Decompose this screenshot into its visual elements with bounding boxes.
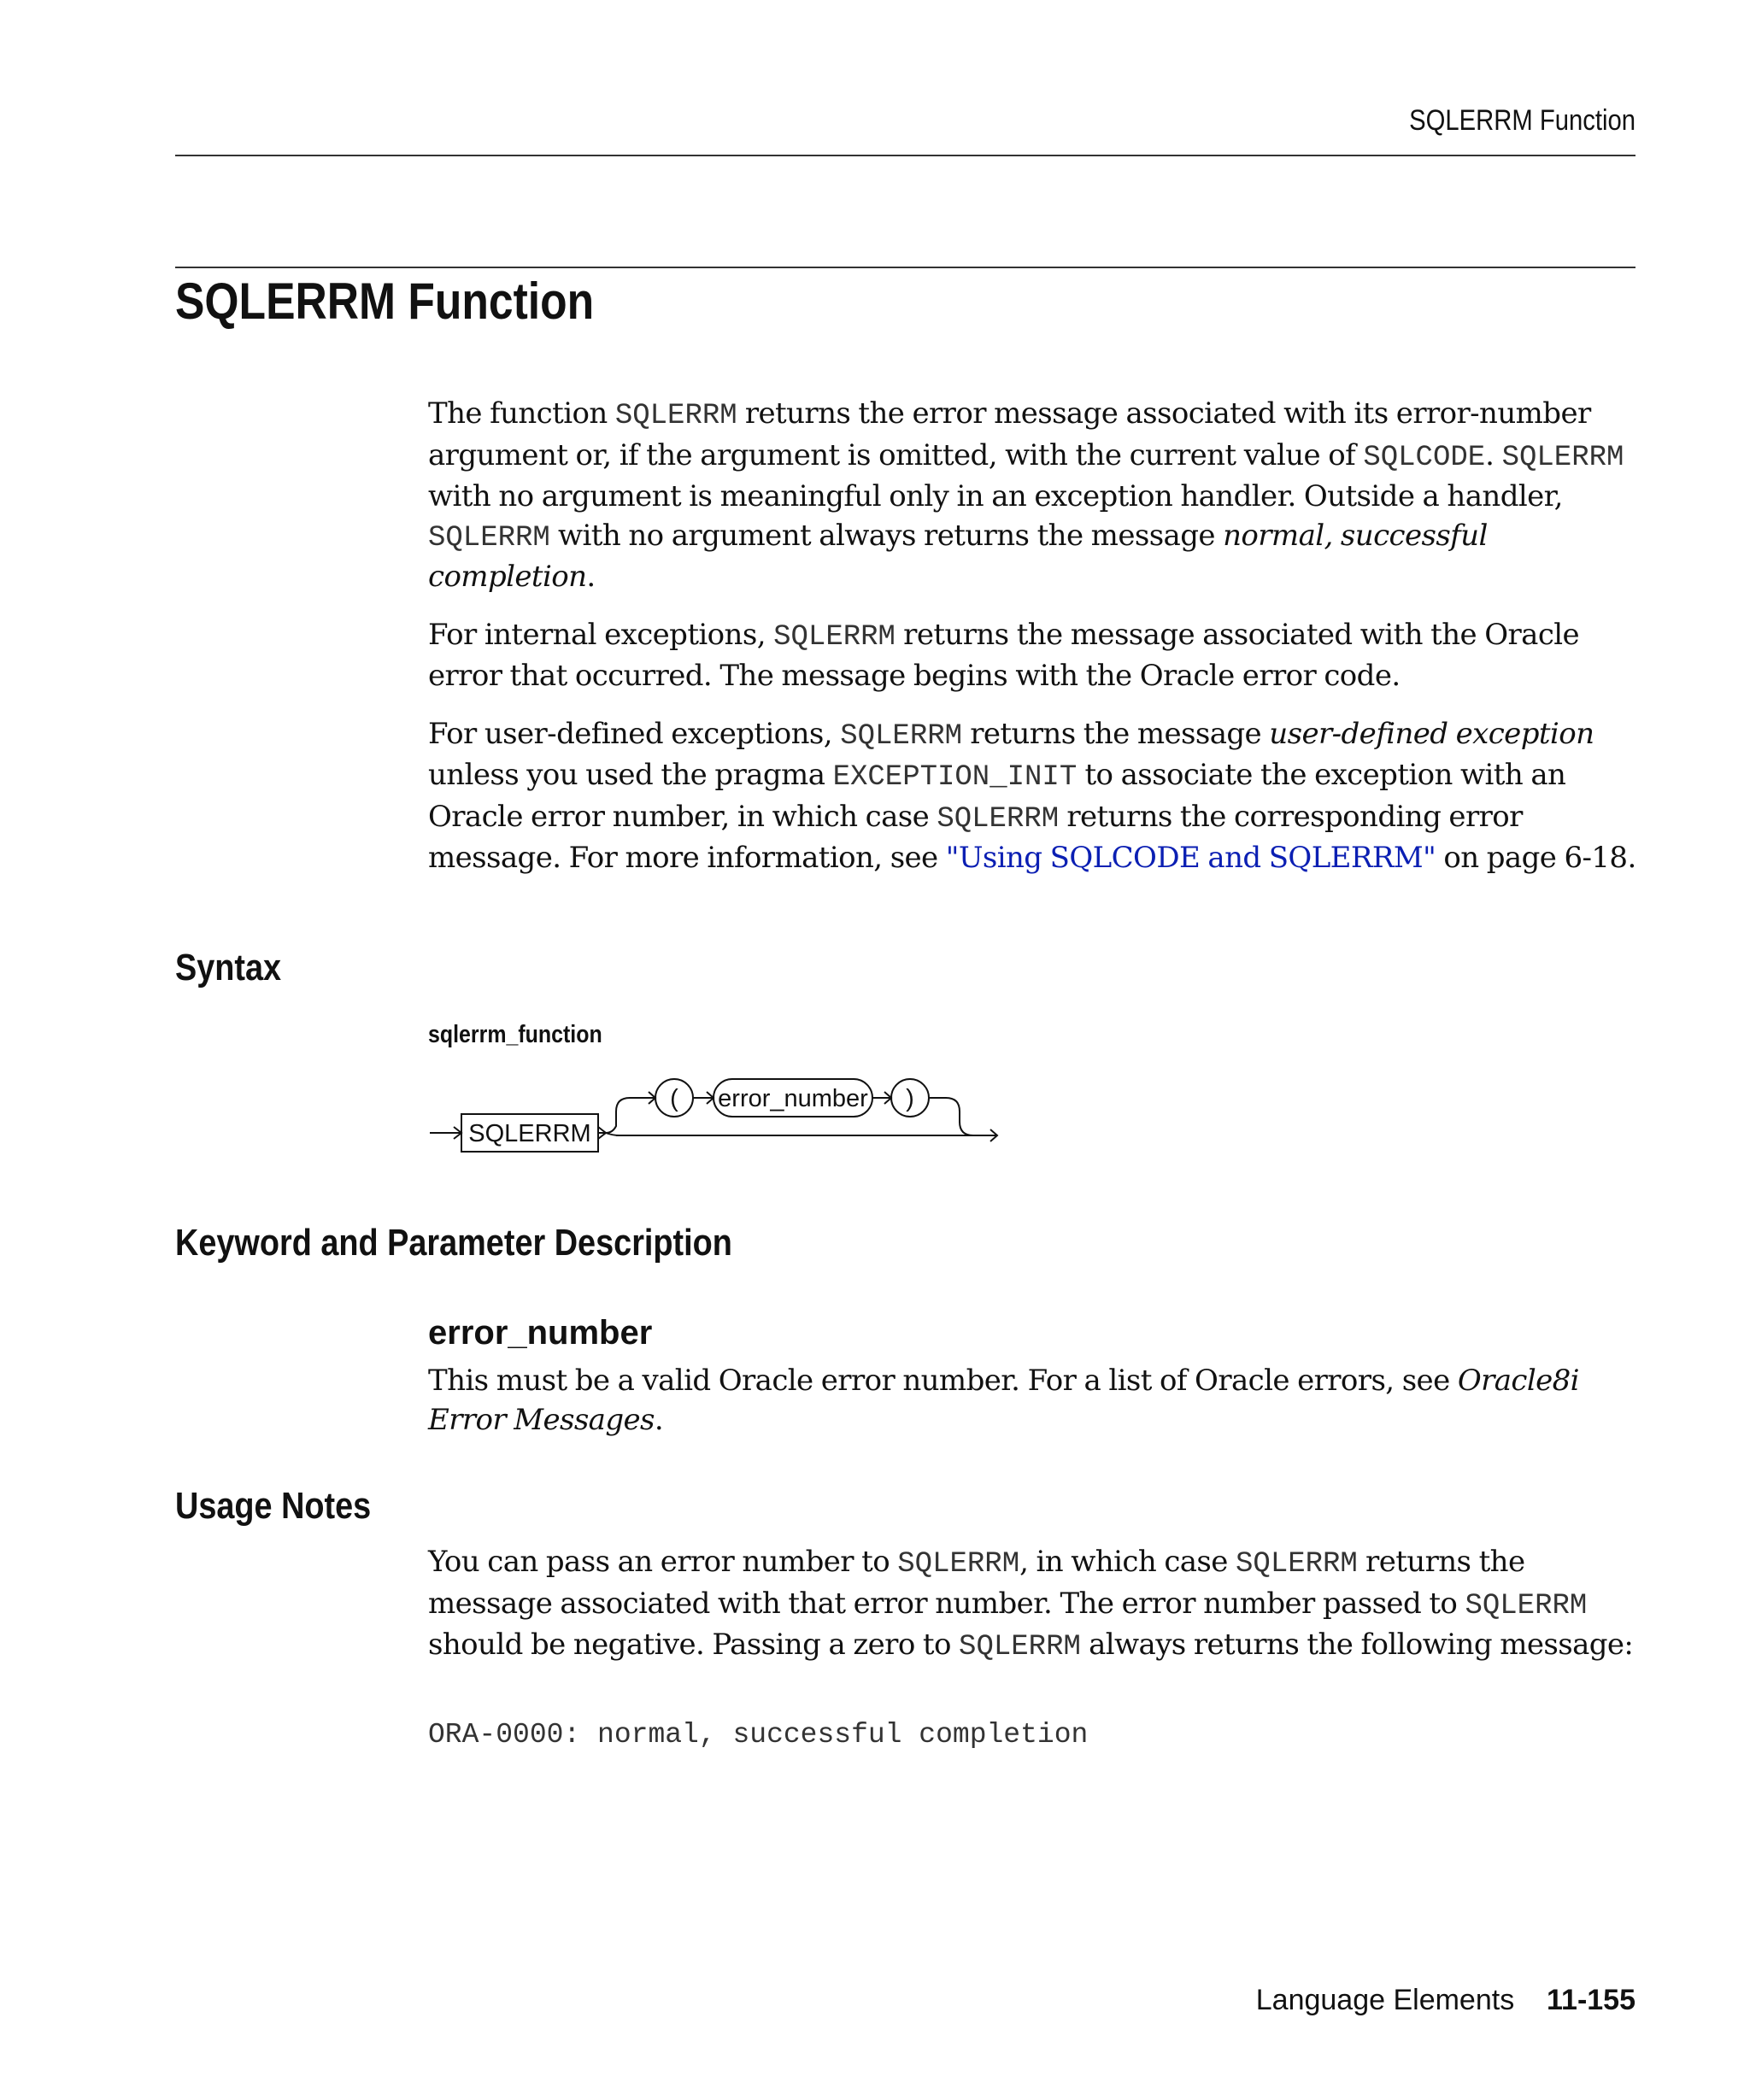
intro-paragraph-1 bbox=[428, 395, 1641, 597]
page-number: 11-155 bbox=[1547, 1984, 1635, 2016]
text-run: should be negative. Passing a zero to bbox=[428, 1628, 960, 1662]
code-sqlerrm: SQLERRM bbox=[937, 802, 1060, 836]
syntax-diagram bbox=[423, 1064, 1004, 1166]
code-sqlerrm: SQLERRM bbox=[1465, 1589, 1588, 1622]
page-title: SQLERRM Function bbox=[175, 273, 595, 330]
keyword-heading: Keyword and Parameter Description bbox=[175, 1222, 732, 1264]
intro-section bbox=[428, 395, 1641, 878]
cross-reference-link[interactable]: "Using SQLCODE and SQLERRM" bbox=[945, 841, 1436, 875]
text-run: returns the corresponding error message. For more information, see bbox=[428, 799, 1523, 875]
emphasis: Oracle8i Error Messages bbox=[428, 1364, 1579, 1437]
code-sqlerrm: SQLERRM bbox=[840, 719, 963, 753]
usage-section bbox=[428, 1543, 1641, 1668]
text-run: with no argument is meaningful only in an exception handler. Outside a handler, bbox=[428, 479, 1563, 513]
text-run: You can pass an error number to bbox=[428, 1545, 898, 1579]
emphasis: normal, successful completion bbox=[428, 518, 1488, 594]
text-run: with no argument always returns the message bbox=[549, 518, 1224, 553]
param-label: error_number bbox=[718, 1085, 868, 1112]
title-rule bbox=[175, 267, 1635, 268]
code-example: ORA-0000: normal, successful completion bbox=[428, 1719, 1089, 1751]
open-paren-label: ( bbox=[670, 1085, 678, 1112]
text-run: . bbox=[654, 1402, 664, 1437]
text-run: returns the message associated with the Oracle error that occurred. The message begins with the Oracle error code. bbox=[428, 617, 1580, 693]
code-sqlerrm: SQLERRM bbox=[773, 620, 896, 654]
header-rule bbox=[175, 155, 1635, 156]
keyword-label: SQLERRM bbox=[468, 1120, 591, 1147]
text-run: This must be a valid Oracle error number. For a list of Oracle errors, see bbox=[428, 1364, 1458, 1398]
text-run: always returns the following message: bbox=[1080, 1628, 1634, 1662]
code-exception-init: EXCEPTION_INIT bbox=[832, 761, 1078, 794]
code-sqlcode: SQLCODE bbox=[1363, 441, 1486, 474]
intro-paragraph-2 bbox=[428, 616, 1641, 696]
branch-curve bbox=[606, 1125, 616, 1133]
footer-section: Language Elements bbox=[1255, 1984, 1515, 2016]
code-sqlerrm: SQLERRM bbox=[614, 400, 737, 432]
text-run: unless you used the pragma bbox=[428, 758, 833, 792]
param-description bbox=[428, 1362, 1641, 1440]
usage-heading: Usage Notes bbox=[175, 1485, 372, 1527]
text-run: For user-defined exceptions, bbox=[428, 716, 841, 751]
close-paren-label: ) bbox=[906, 1085, 914, 1112]
text-run: returns the error message associated with its error-number argument or, if the argument is omitted, with the current value of bbox=[428, 396, 1591, 472]
usage-paragraph bbox=[428, 1543, 1641, 1668]
param-description-text bbox=[428, 1362, 1641, 1440]
text-run: The function bbox=[428, 396, 615, 431]
text-run: , in which case bbox=[1019, 1545, 1236, 1579]
emphasis: user-defined exception bbox=[1269, 716, 1594, 751]
text-run: returns the message bbox=[962, 716, 1270, 751]
bypass-start bbox=[606, 1133, 620, 1135]
intro-paragraph-3 bbox=[428, 715, 1641, 878]
code-sqlerrm: SQLERRM bbox=[1236, 1548, 1358, 1581]
text-run: on page 6-18. bbox=[1436, 841, 1636, 875]
text-run: returns the message associated with that error number. The error number passed to bbox=[428, 1545, 1525, 1621]
text-run: . bbox=[586, 560, 596, 594]
running-header: SQLERRM Function bbox=[1409, 104, 1635, 137]
text-run: For internal exceptions, bbox=[428, 617, 774, 652]
text-run: . bbox=[1485, 437, 1502, 472]
code-sqlerrm: SQLERRM bbox=[428, 521, 550, 554]
merge-curve bbox=[929, 1098, 973, 1135]
code-sqlerrm: SQLERRM bbox=[959, 1631, 1081, 1663]
code-sqlerrm: SQLERRM bbox=[1501, 441, 1624, 474]
code-sqlerrm: SQLERRM bbox=[897, 1548, 1020, 1581]
syntax-heading: Syntax bbox=[175, 947, 282, 988]
page-footer bbox=[1256, 1984, 1635, 2017]
text-run: to associate the exception with an Oracle error number, in which case bbox=[428, 758, 1566, 834]
diagram-label: sqlerrm_function bbox=[428, 1021, 602, 1048]
param-name: error_number bbox=[428, 1314, 653, 1352]
